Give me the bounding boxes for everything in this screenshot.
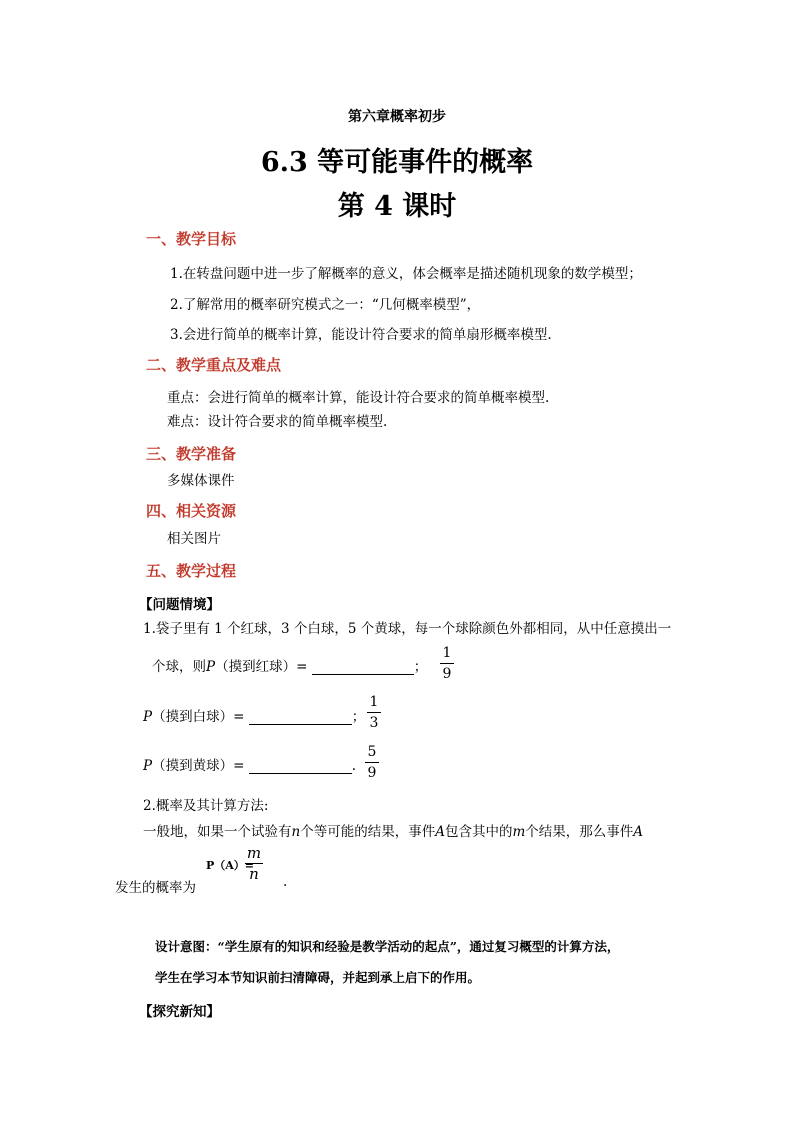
semicolon: ； bbox=[413, 659, 428, 675]
section-resources-heading: 四、相关资源 bbox=[146, 502, 237, 520]
white-answer-fraction bbox=[367, 694, 381, 731]
yellow-event: （摸到黄球）= bbox=[152, 758, 245, 774]
question-1-red bbox=[152, 655, 427, 675]
question-1-yellow bbox=[143, 754, 356, 774]
formula-fraction bbox=[245, 845, 263, 882]
white-event: （摸到白球）= bbox=[152, 709, 245, 725]
goal-item-1: 1.在转盘问题中进一步了解概率的意义，体会概率是描述随机现象的数学模型； bbox=[170, 266, 642, 282]
resources-text: 相关图片 bbox=[167, 531, 221, 547]
def-n: n bbox=[291, 824, 301, 840]
semicolon: ； bbox=[351, 709, 366, 725]
red-answer-fraction bbox=[440, 645, 454, 682]
yellow-den: 9 bbox=[367, 765, 377, 781]
lesson-subtitle: 第 4 课时 bbox=[337, 191, 457, 222]
p-symbol: P bbox=[143, 709, 153, 725]
white-den: 3 bbox=[369, 715, 379, 731]
red-answer-blank[interactable] bbox=[312, 661, 414, 675]
question-1-line-1: 1.袋子里有 1 个红球，3 个白球，5 个黄球，每一个球除颜色外都相同，从中任意摸出一 bbox=[143, 621, 672, 637]
yellow-answer-fraction bbox=[365, 744, 379, 781]
question-1-white bbox=[143, 705, 365, 725]
goal-item-2: 2.了解常用的概率研究模式之一：“几何概率模型”， bbox=[170, 297, 481, 313]
yellow-answer-blank[interactable] bbox=[249, 760, 352, 774]
explore-label: 【探究新知】 bbox=[139, 1004, 220, 1020]
def-A: A bbox=[435, 824, 445, 840]
period: . bbox=[351, 758, 356, 774]
fraction-bar bbox=[440, 663, 454, 664]
section-prep-heading: 三、教学准备 bbox=[146, 445, 237, 463]
white-answer-blank[interactable] bbox=[249, 711, 352, 725]
formula-den: n bbox=[249, 865, 259, 883]
red-event: （摸到红球）= bbox=[215, 659, 308, 675]
design-intent-line-1: 设计意图：“学生原有的知识和经验是教学活动的起点”，通过复习概型的计算方法， bbox=[155, 939, 620, 954]
def-part-b: 个等可能的结果，事件 bbox=[300, 824, 436, 840]
yellow-num: 5 bbox=[367, 744, 377, 760]
focus-text: 重点：会进行简单的概率计算，能设计符合要求的简单概率模型. bbox=[167, 390, 550, 406]
def-part-a: 一般地，如果一个试验有 bbox=[143, 824, 292, 840]
fraction-bar bbox=[367, 712, 381, 713]
def-m: m bbox=[512, 824, 526, 840]
prep-text: 多媒体课件 bbox=[167, 473, 235, 489]
formula-left: P（A）= bbox=[206, 859, 255, 872]
def-A2: A bbox=[633, 824, 644, 840]
goal-item-3: 3.会进行简单的概率计算，能设计符合要求的简单扇形概率模型. bbox=[170, 327, 552, 343]
section-goals-heading: 一、教学目标 bbox=[146, 230, 237, 248]
def-part-d: 个结果，那么事件 bbox=[525, 824, 634, 840]
q1-prefix: 个球，则 bbox=[152, 659, 206, 675]
fraction-bar bbox=[245, 863, 263, 864]
probability-definition bbox=[143, 820, 643, 840]
p-symbol: P bbox=[143, 758, 153, 774]
white-num: 1 bbox=[369, 694, 379, 710]
definition-end: 发生的概率为 bbox=[115, 880, 196, 896]
red-num: 1 bbox=[442, 645, 452, 661]
formula-end: . bbox=[283, 874, 288, 890]
situation-label: 【问题情境】 bbox=[139, 597, 220, 613]
def-part-c: 包含其中的 bbox=[444, 824, 513, 840]
fraction-bar bbox=[365, 762, 379, 763]
difficulty-text: 难点：设计符合要求的简单概率模型. bbox=[167, 414, 388, 430]
formula-num: m bbox=[246, 844, 262, 862]
red-den: 9 bbox=[442, 666, 452, 682]
section-process-heading: 五、教学过程 bbox=[146, 562, 237, 580]
section-keypoints-heading: 二、教学重点及难点 bbox=[146, 356, 282, 374]
chapter-title: 第六章概率初步 bbox=[348, 109, 446, 125]
lesson-title: 6.3 等可能事件的概率 bbox=[260, 147, 534, 178]
p-symbol: P bbox=[206, 659, 216, 675]
question-2: 2.概率及其计算方法: bbox=[143, 798, 269, 814]
design-intent-line-2: 学生在学习本节知识前扫清障碍，并起到承上启下的作用。 bbox=[155, 970, 481, 985]
